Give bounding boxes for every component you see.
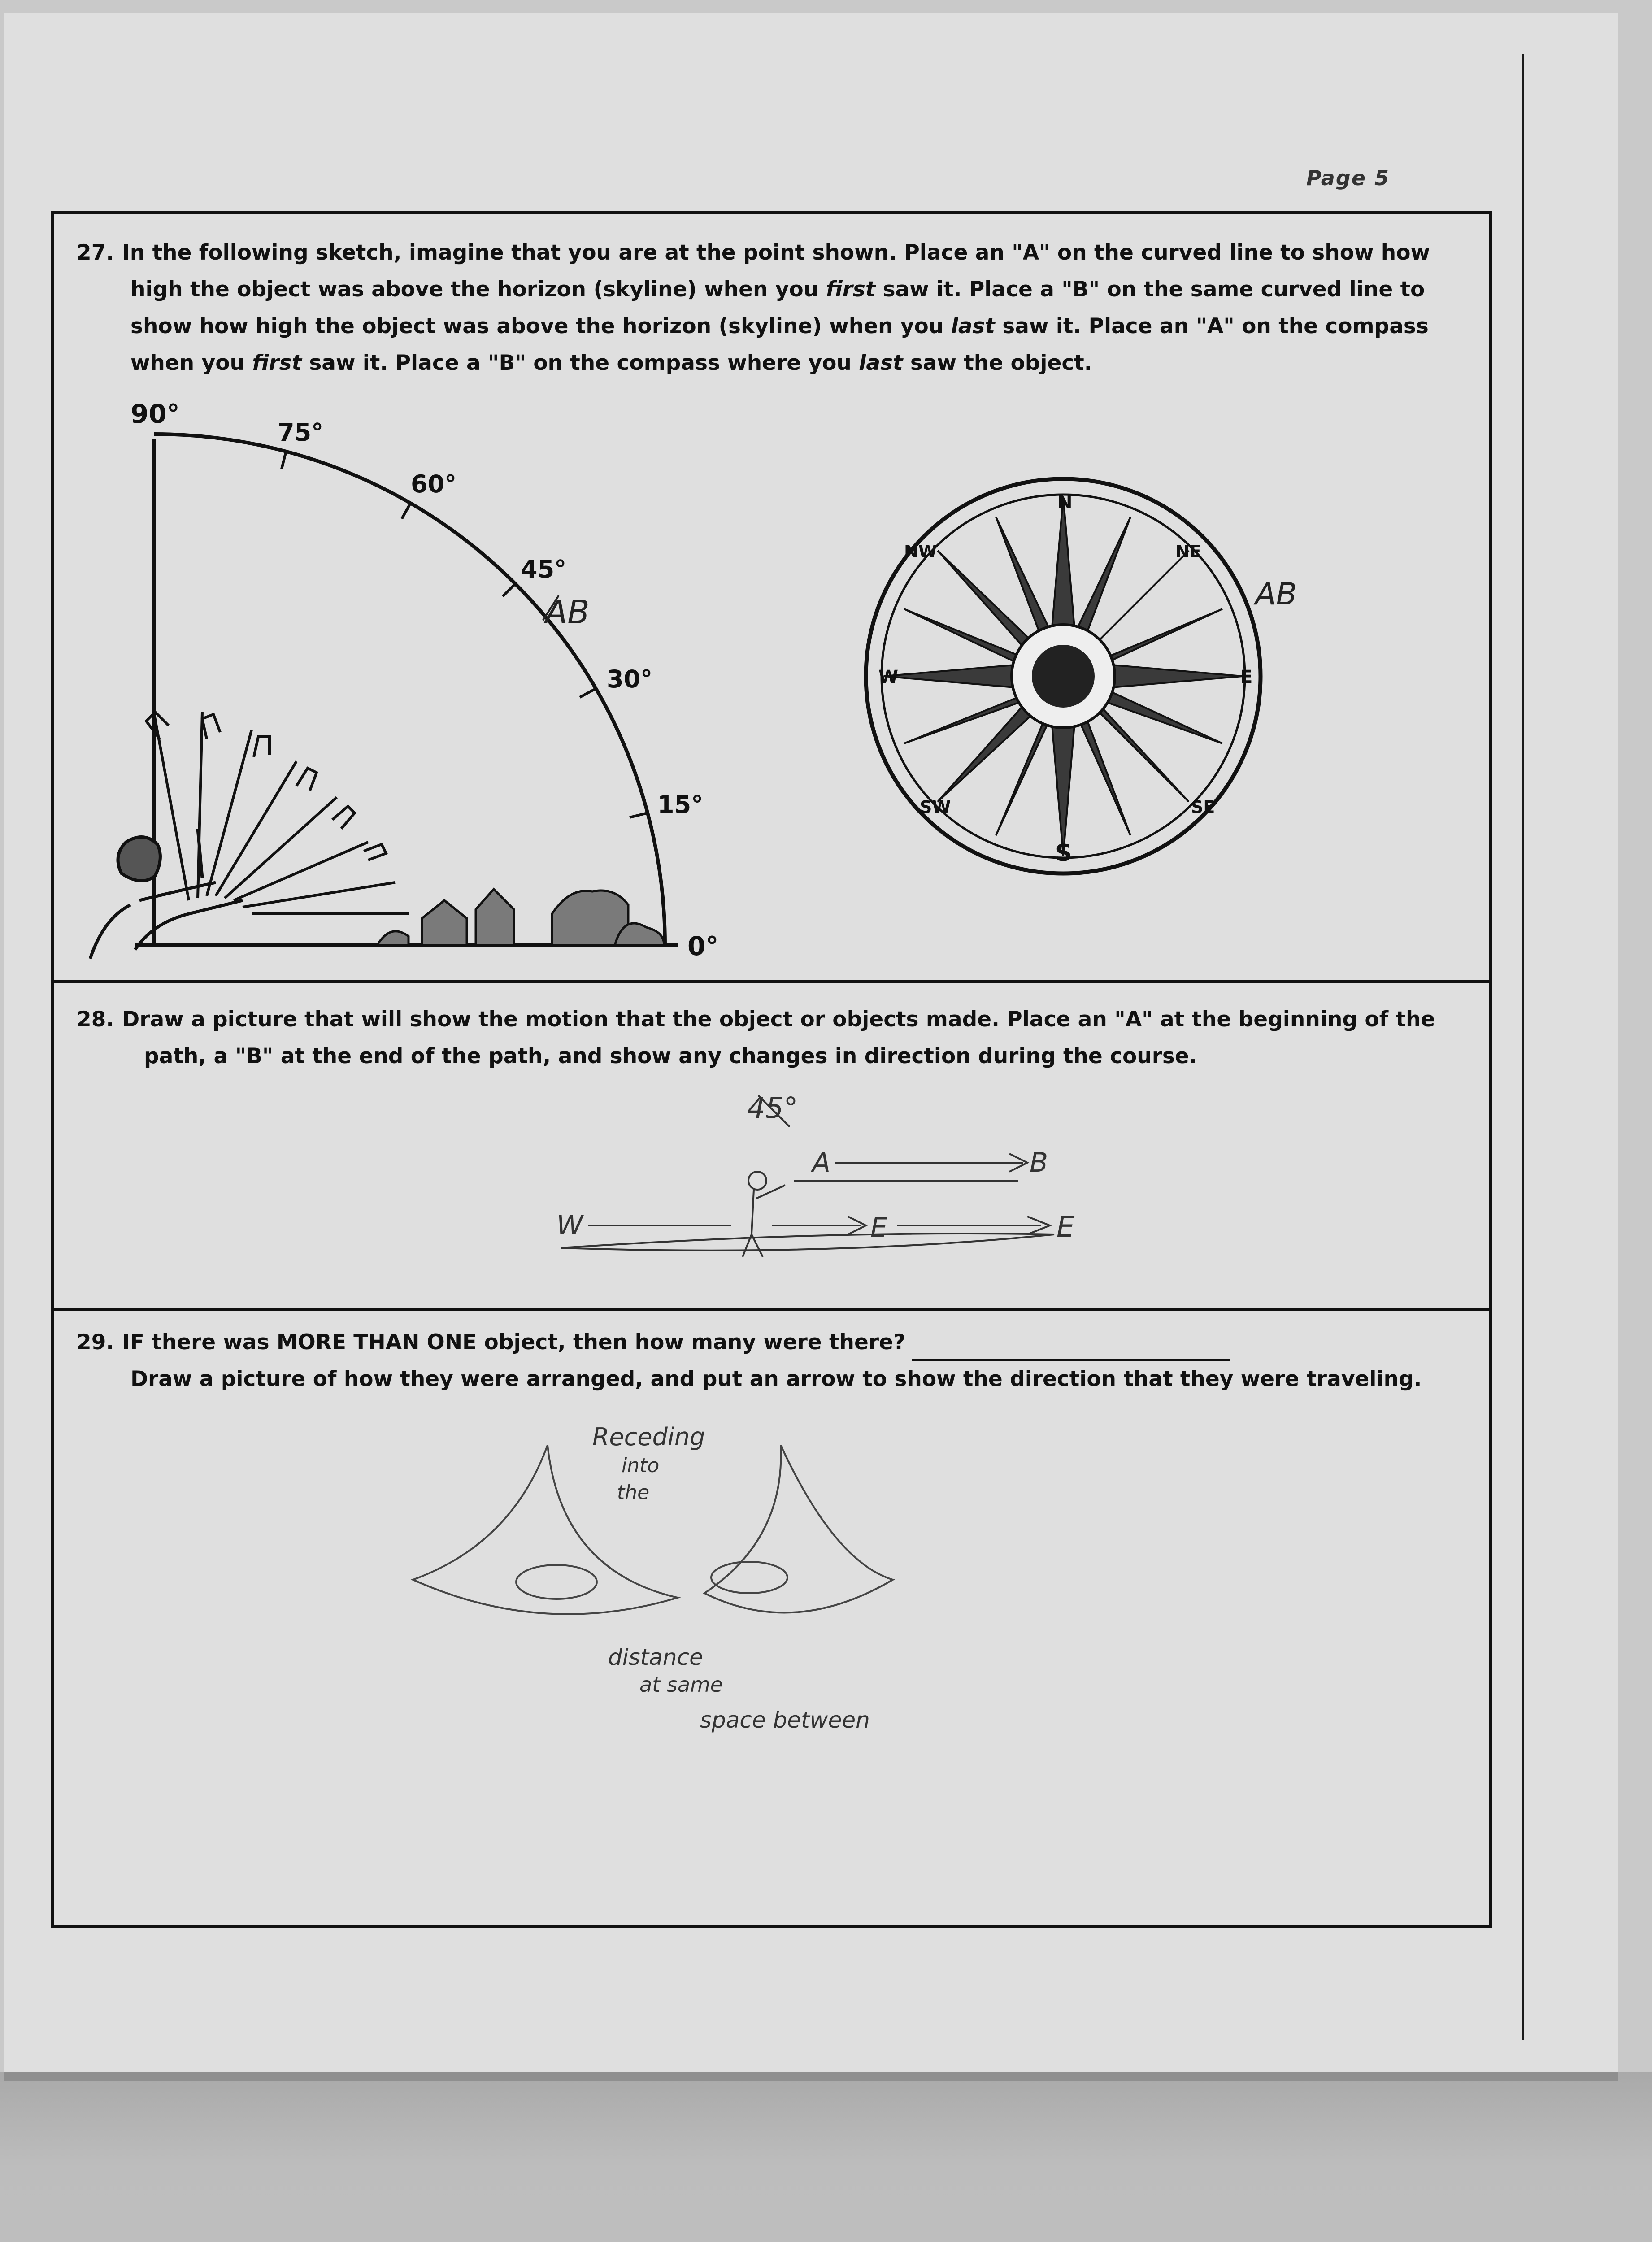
note-at-same: at same bbox=[639, 1673, 723, 1697]
sketch-b: B bbox=[1030, 1147, 1048, 1178]
sketch-e-end: E bbox=[1056, 1211, 1075, 1244]
question-29-text: 29. IF there was MORE THAN ONE object, then how many were there? Draw a picture of how they were arranged, and put an arrow to show the direction that they were traveling. bbox=[77, 1330, 1422, 1391]
note-receding: Receding bbox=[592, 1423, 705, 1451]
note-into: into bbox=[622, 1454, 660, 1477]
label-90: 90° bbox=[130, 399, 180, 429]
question-27 bbox=[54, 214, 1489, 983]
object-left-dome bbox=[516, 1565, 597, 1599]
note-space-between: space between bbox=[700, 1707, 870, 1733]
label-60: 60° bbox=[411, 470, 457, 498]
compass-e: E bbox=[1240, 667, 1253, 687]
compass-ne: NE bbox=[1175, 542, 1201, 561]
compass-se: SE bbox=[1191, 797, 1215, 817]
question-27-text: 27. In the following sketch, imagine that you are at the point shown. Place an "A" on the curved line to show how high the object was above the horizon (skyline) when you first saw it. Place a "B" on the same curved line to show how high the object was above the horizon (skyline) when you last saw it. Place an "A" on the compass when you first saw it. Place a "B" on the compass where you last saw the object. bbox=[77, 240, 1430, 375]
compass-sw: SW bbox=[920, 797, 951, 817]
question-29 bbox=[54, 1311, 1489, 1925]
formation-sketch[interactable] bbox=[54, 1311, 1489, 1925]
backdrop-lower bbox=[0, 2072, 1652, 2242]
sketch-angle: 45° bbox=[747, 1092, 798, 1125]
questionnaire-box bbox=[51, 211, 1492, 1928]
question-27-number: 27. bbox=[77, 240, 114, 265]
question-28 bbox=[54, 983, 1489, 1311]
compass-nw: NW bbox=[904, 542, 937, 561]
motion-path-sketch[interactable] bbox=[54, 983, 1489, 1311]
label-45: 45° bbox=[521, 555, 567, 583]
tick-45 bbox=[503, 584, 515, 596]
tick-30 bbox=[580, 688, 596, 697]
page-number: Page 5 bbox=[1306, 166, 1390, 190]
label-0: 0° bbox=[687, 931, 719, 961]
compass-s: S bbox=[1055, 840, 1072, 867]
pointing-arms-fan bbox=[146, 712, 409, 914]
object-right bbox=[704, 1445, 893, 1612]
compass-answer-handwriting: AB bbox=[1255, 577, 1297, 612]
question-28-text: 28. Draw a picture that will show the motion that the object or objects made. Place an "A" at the beginning of the path, a "B" at the end of the path, and show any changes in direction during the course. bbox=[77, 1007, 1435, 1069]
label-15: 15° bbox=[657, 791, 704, 819]
tick-60 bbox=[402, 503, 411, 519]
compass-hub bbox=[1032, 645, 1095, 708]
tick-15 bbox=[630, 813, 648, 817]
question-28-number: 28. bbox=[77, 1007, 114, 1032]
label-30: 30° bbox=[607, 665, 653, 693]
compass-rose[interactable] bbox=[861, 474, 1355, 923]
sketch-e-mid: E bbox=[870, 1212, 887, 1243]
label-75: 75° bbox=[278, 418, 324, 447]
sketch-stick-figure bbox=[743, 1172, 785, 1257]
sketch-a: A bbox=[812, 1147, 831, 1178]
compass-w: W bbox=[878, 667, 899, 687]
form-page bbox=[4, 13, 1618, 2072]
tick-75 bbox=[282, 451, 286, 469]
sketch-w: W bbox=[556, 1210, 583, 1241]
sketch-ground-ellipse bbox=[561, 1234, 1054, 1251]
elevation-arc[interactable] bbox=[154, 434, 665, 945]
skyline-houses bbox=[377, 889, 664, 945]
object-right-dome bbox=[711, 1562, 787, 1593]
elevation-quadrant bbox=[54, 214, 772, 983]
note-distance: distance bbox=[608, 1644, 703, 1670]
question-29-number: 29. bbox=[77, 1330, 114, 1355]
compass-n: N bbox=[1057, 492, 1073, 513]
page-edge-rule bbox=[1522, 54, 1524, 2040]
note-the: the bbox=[617, 1481, 650, 1504]
arc-answer-handwriting: AB bbox=[545, 593, 590, 631]
